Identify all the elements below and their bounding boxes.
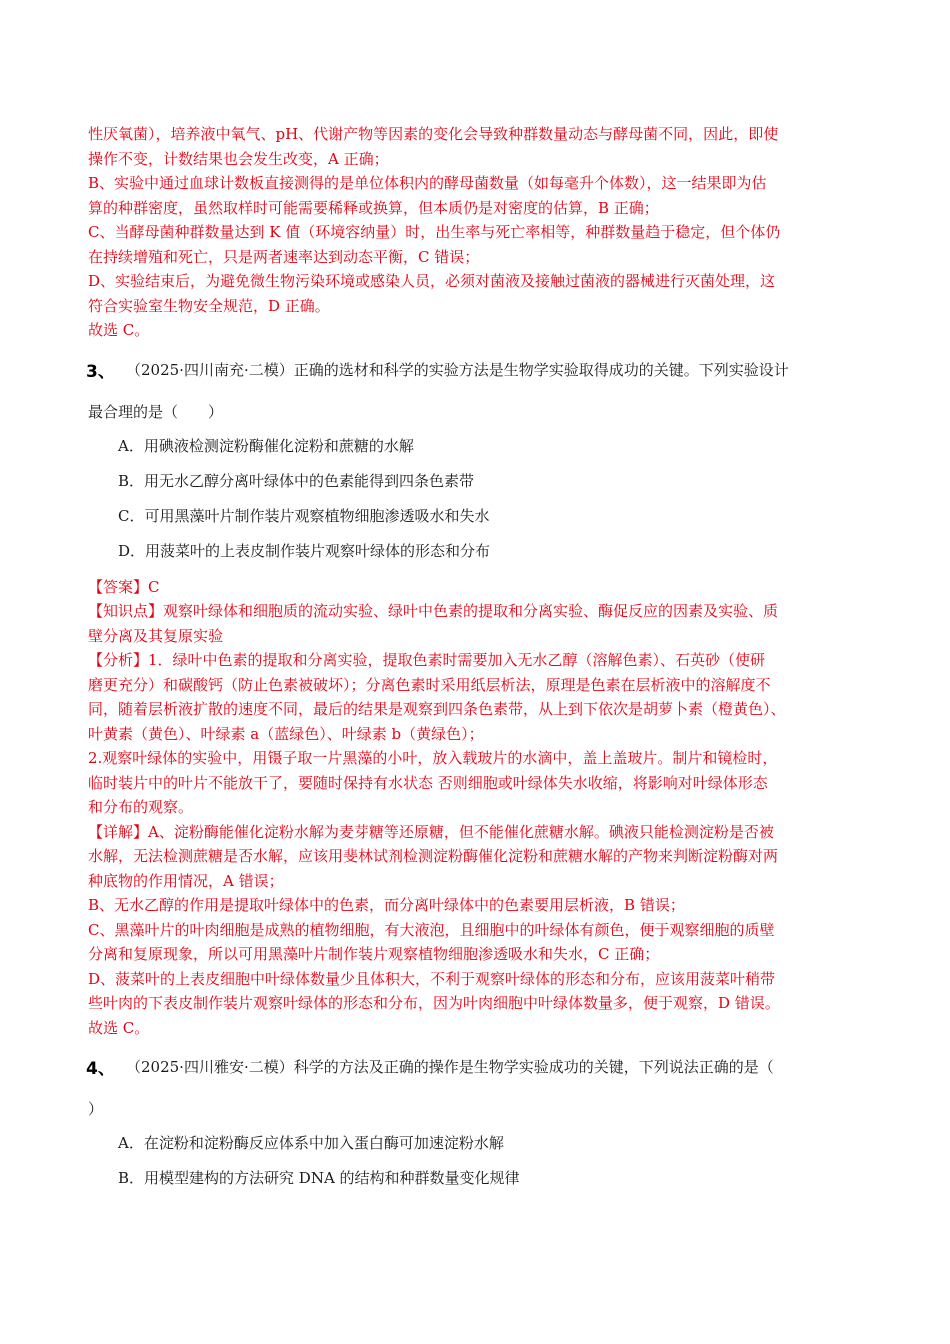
q3-analysis-line: 和分布的观察。 [88, 798, 194, 816]
q3-stem: （2025·四川南充·二模）正确的选材和科学的实验方法是生物学实验取得成功的关键。下列实验设计 [126, 360, 789, 379]
document-page [88, 122, 868, 1202]
q4-option-a: A．在淀粉和淀粉酶反应体系中加入蛋白酶可加速淀粉水解 [118, 1134, 504, 1152]
q3-stem-cont: 最合理的是（ ） [88, 402, 224, 421]
q3-analysis-line: 叶黄素（黄色）、叶绿素 a（蓝绿色）、叶绿素 b（黄绿色）； [88, 724, 484, 743]
q2-line: 符合实验室生物安全规范，D 正确。 [88, 296, 330, 315]
q3-detail-line: 水解，无法检测蔗糖是否水解，应该用斐林试剂检测淀粉酶催化淀粉和蔗糖水解的产物来判断淀粉酶对两 [88, 847, 779, 865]
question-4 [88, 1050, 868, 1196]
q2-line: B、实验中通过血球计数板直接测得的是单位体积内的酵母菌数量（如每毫升个体数），这一结果即为估 [88, 174, 767, 192]
q3-knowledge-line: 【知识点】观察叶绿体和细胞质的流动实验、绿叶中色素的提取和分离实验、酶促反应的因素及实验、质 [88, 602, 779, 620]
q2-conclusion: 故选 C。 [88, 321, 150, 339]
q2-line: D、实验结束后，为避免微生物污染环境或感染人员，必须对菌液及接触过菌液的器械进行灭菌处理，这 [88, 272, 776, 290]
q4-options [88, 1126, 868, 1196]
q4-header [88, 1050, 868, 1080]
q3-conclusion: 故选 C。 [88, 1018, 150, 1037]
q3-detail-line: D、菠菜叶的上表皮细胞中叶绿体数量少且体积大，不利于观察叶绿体的形态和分布，应该用菠菜叶稍带 [88, 969, 776, 988]
q4-stem-cont: ） [88, 1100, 104, 1118]
q3-solution [88, 575, 868, 1041]
q3-option-d: D．用菠菜叶的上表皮制作装片观察叶绿体的形态和分布 [118, 541, 491, 560]
q3-analysis-line: 【分析】1．绿叶中色素的提取和分离实验，提取色素时需要加入无水乙醇（溶解色素）、石英砂（使研 [88, 651, 766, 669]
q3-detail-line: 些叶肉的下表皮制作装片观察叶绿体的形态和分布，因为叶肉细胞中叶绿体数量多，便于观察，D 错误。 [88, 994, 780, 1012]
q2-line: C、当酵母菌种群数量达到 K 值（环境容纳量）时，出生率与死亡率相等，种群数量趋于稳定，但个体仍 [88, 223, 781, 241]
q3-answer: 【答案】C [88, 577, 160, 596]
q2-line: 算的种群密度，虽然取样时可能需要稀释或换算，但本质仍是对密度的估算，B 正确； [88, 198, 659, 217]
q2-line: 性厌氧菌），培养液中氧气、pH、代谢产物等因素的变化会导致种群数量动态与酵母菌不同，因此，即使 [88, 125, 779, 143]
q3-options [88, 429, 868, 569]
q4-option-b: B．用模型建构的方法研究 DNA 的结构和种群数量变化规律 [118, 1169, 520, 1187]
q4-stem: （2025·四川雅安·二模）科学的方法及正确的操作是生物学实验成功的关键，下列说法正确的是（ [126, 1058, 774, 1076]
question-3 [88, 353, 868, 1041]
q2-explanation [88, 122, 868, 343]
q3-detail-line: B、无水乙醇的作用是提取叶绿体中的色素，而分离叶绿体中的色素要用层析液，B 错误； [88, 896, 685, 914]
q3-analysis-line: 同，随着层析液扩散的速度不同，最后的结果是观察到四条色素带，从上到下依次是胡萝卜素（橙黄色）、 [88, 700, 786, 718]
q3-option-a: A．用碘液检测淀粉酶催化淀粉和蔗糖的水解 [118, 436, 414, 455]
q3-detail-line: 种底物的作用情况，A 错误； [88, 871, 284, 890]
q2-line: 在持续增殖和死亡，只是两者速率达到动态平衡，C 错误； [88, 247, 480, 266]
q3-number: 3、 [86, 361, 115, 382]
q3-detail-line: 分离和复原现象，所以可用黑藻叶片制作装片观察植物细胞渗透吸水和失水，C 正确； [88, 945, 660, 963]
q3-analysis-line: 2.观察叶绿体的实验中，用镊子取一片黑藻的小叶，放入载玻片的水滴中，盖上盖玻片。制片和镜检时， [88, 749, 778, 767]
q3-knowledge-line: 壁分离及其复原实验 [88, 626, 224, 645]
q3-analysis-line: 临时装片中的叶片不能放干了，要随时保持有水状态 否则细胞或叶绿体失水收缩，将影响对叶绿体形态 [88, 773, 768, 792]
q3-option-c: C．可用黑藻叶片制作装片观察植物细胞渗透吸水和失水 [118, 506, 490, 525]
q3-detail-line: C、黑藻叶片的叶肉细胞是成熟的植物细胞，有大液泡，且细胞中的叶绿体有颜色，便于观察细胞的质壁 [88, 920, 775, 939]
q2-line: 操作不变，计数结果也会发生改变，A 正确； [88, 149, 389, 168]
q3-header [88, 353, 868, 383]
q3-analysis-line: 磨更充分）和碳酸钙（防止色素被破坏）；分离色素时采用纸层析法，原理是色素在层析液中的溶解度不 [88, 675, 771, 694]
q3-detail-line: 【详解】A、淀粉酶能催化淀粉水解为麦芽糖等还原糖，但不能催化蔗糖水解。碘液只能检测淀粉是否被 [88, 822, 774, 841]
q3-option-b: B．用无水乙醇分离叶绿体中的色素能得到四条色素带 [118, 471, 475, 490]
q4-number: 4、 [86, 1059, 115, 1079]
